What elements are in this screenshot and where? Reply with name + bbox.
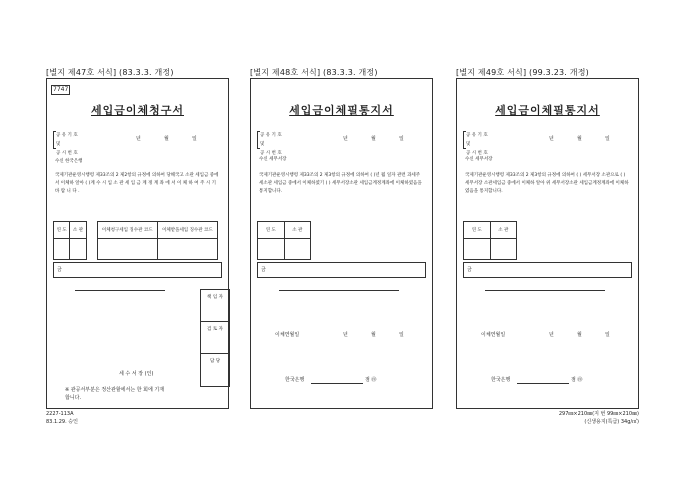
footer-right xyxy=(559,410,639,426)
bank-seal: 점 ㊞ xyxy=(571,377,583,383)
reference-number-block: 공 유 기 호 및 공 시 번 호 xyxy=(53,131,81,149)
form-stamp: 7747 xyxy=(53,86,69,93)
code-table xyxy=(257,221,311,260)
transfer-date-label: 이체연월일 xyxy=(275,332,300,338)
reference-number-block: 공 유 기 호 및 공 시 번 호 xyxy=(257,131,285,149)
transfer-day-label: 일 xyxy=(399,332,404,338)
col-dept: 소 관 xyxy=(490,222,517,239)
form2-header: [별지 제48호 서식] (83.3.3. 개정) xyxy=(250,68,378,77)
transfer-year-label: 년 xyxy=(549,332,554,338)
recipient: 수신 한국은행 xyxy=(55,159,83,164)
amount-rule xyxy=(75,290,165,291)
bank-branch-rule xyxy=(517,383,569,384)
amount-field: 금 xyxy=(53,262,222,278)
approver-cell: 책 임 자 xyxy=(201,290,229,322)
date-day-label: 일 xyxy=(399,136,404,142)
transfer-month-label: 월 xyxy=(577,332,582,338)
form1-header: [별지 제47호 서식] (83.3.3. 개정) xyxy=(46,68,174,77)
recipient: 수신 세무서장 xyxy=(465,157,493,162)
col-receive-code: 이체받을세입 징수관 코드 xyxy=(157,222,217,239)
transfer-year-label: 년 xyxy=(343,332,348,338)
form3-header: [별지 제49호 서식] (99.3.23. 개정) xyxy=(456,68,589,77)
amount-field: 금 xyxy=(257,262,426,278)
form-title: 세입금이체필통지서 xyxy=(495,104,600,117)
form-title: 세입금이체필통지서 xyxy=(289,104,394,117)
form-title: 세입금이체청구서 xyxy=(90,104,184,117)
form-body-text: 국제기관운영시행령 제33조의 2 제2항의 규정에 의하여 당해국고 소관 세입금 중에서 이체하 알아 ( )계 수 시 입 소 관 세 입 금 계 정 계 좌 에 서 이 체 하 여 주 시 기 바 랍 니 다 . xyxy=(55,173,219,194)
col-year: 연 도 xyxy=(258,222,285,239)
date-year-label: 년 xyxy=(343,136,348,142)
transfer-month-label: 월 xyxy=(371,332,376,338)
col-request-code: 이체청구세입 징수관 코드 xyxy=(97,222,157,239)
amount-rule xyxy=(279,290,399,291)
paper-size: 297㎜×210㎜(지 번 99㎜×210㎜) xyxy=(558,411,639,417)
date-day-label: 일 xyxy=(605,136,610,142)
footnote: ※ 관공서부분은 정산관할에서는 한 회에 기재합니다. xyxy=(65,387,165,401)
form-number: 2227-113A xyxy=(46,411,74,417)
footer-left xyxy=(46,410,78,426)
form-transfer-notice-1 xyxy=(250,78,433,409)
amount-rule xyxy=(485,290,605,291)
signature-line: 세 수 서 장 (인) xyxy=(119,371,154,377)
transfer-date-label: 이체연월일 xyxy=(481,332,506,338)
code-table xyxy=(53,221,218,260)
form-transfer-request xyxy=(46,78,229,409)
col-year: 연 도 xyxy=(464,222,491,239)
reference-number-block: 공 유 기 호 및 공 시 번 호 xyxy=(463,131,491,149)
form-body-text: 국제기관운영시행령 제33조의 2 제3항의 규정에 의하여 ( )년 월 일자 관련 과세주세소관 세입금 중에서 이체하였기 ( ) 세무서장소관 세입금계정계좌에 이체하였음을 통지합니다. xyxy=(259,173,422,194)
date-month-label: 월 xyxy=(371,136,376,142)
paper-spec: (신생용지(특급) 34g/㎡) xyxy=(584,419,639,425)
bank-seal: 점 ㊞ xyxy=(365,377,377,383)
bank-label: 한국은행 xyxy=(491,377,511,383)
approval-date: 83.1.29. 승인 xyxy=(46,419,78,425)
col-year: 연 도 xyxy=(54,222,70,239)
date-month-label: 월 xyxy=(164,136,169,142)
form-body-text: 국제기관운영시행령 제33조의 2 제3항의 규정에 의하여 ( ) 세무서장 소관으로 ( )세무서장 소관세입금 중에서 이체하 알아 위 세무서장소관 세입금계정계좌에 이체하였음을 통지합니다. xyxy=(465,173,629,194)
date-year-label: 년 xyxy=(136,136,141,142)
reviewer-cell: 검 토 자 xyxy=(201,322,229,354)
recipient: 수신 세무서장 xyxy=(259,157,287,162)
amount-field: 금 xyxy=(463,262,632,278)
staff-cell: 담 당 xyxy=(209,359,221,364)
bank-branch-rule xyxy=(311,383,363,384)
date-year-label: 년 xyxy=(549,136,554,142)
col-dept: 소 관 xyxy=(70,222,86,239)
date-day-label: 일 xyxy=(192,136,197,142)
col-dept: 소 관 xyxy=(284,222,311,239)
date-month-label: 월 xyxy=(577,136,582,142)
transfer-day-label: 일 xyxy=(605,332,610,338)
bank-label: 한국은행 xyxy=(285,377,305,383)
form-transfer-notice-2 xyxy=(456,78,639,409)
code-table xyxy=(463,221,517,260)
approval-box xyxy=(200,289,230,387)
